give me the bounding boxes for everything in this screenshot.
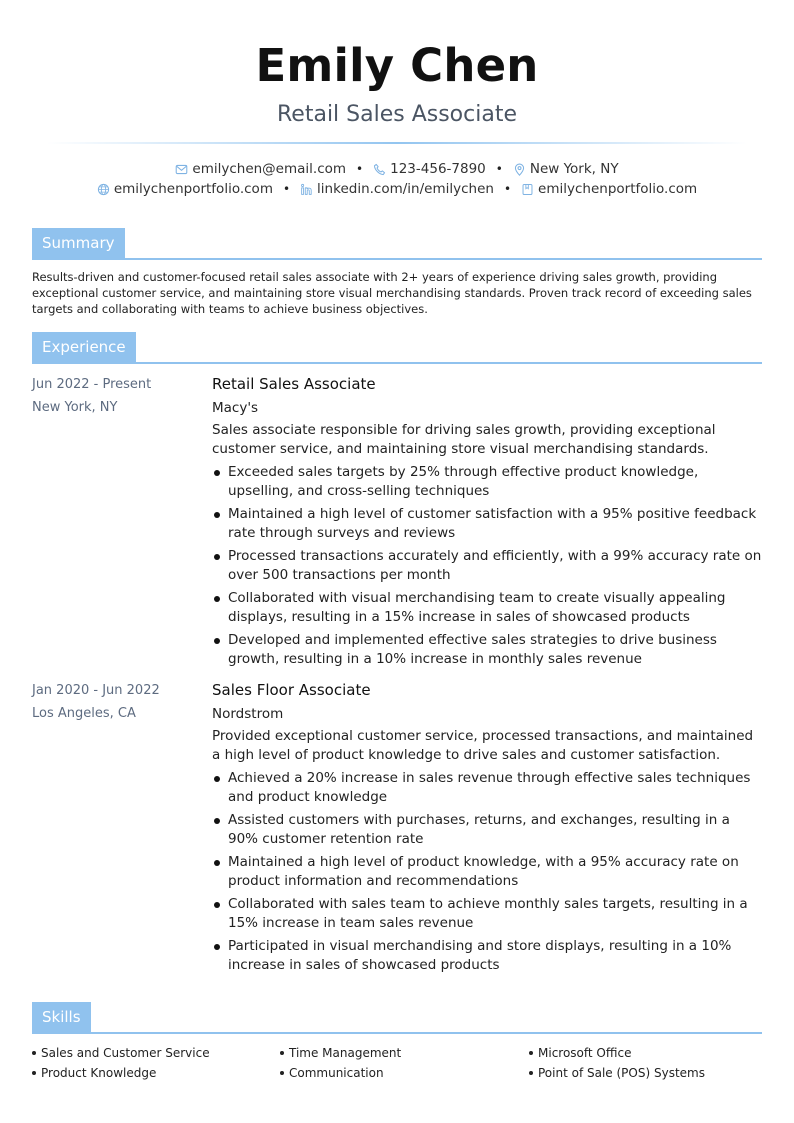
- job-details: [212, 373, 762, 669]
- website-text: emilychenportfolio.com: [113, 181, 273, 197]
- experience-section: [32, 332, 762, 979]
- bullet-text: Assisted customers with purchases, returns, and exchanges, resulting in a 90% customer retention rate: [228, 812, 730, 847]
- bullet-icon: [529, 1071, 533, 1075]
- list-item: [212, 505, 762, 543]
- contact-separator: •: [282, 182, 291, 196]
- job-location: New York, NY: [32, 400, 118, 415]
- contact-email[interactable]: [175, 159, 346, 179]
- bullet-icon: [214, 512, 220, 518]
- bullet-text: Processed transactions accurately and efficiently, with a 99% accuracy rate on over 500 transactions per month: [228, 548, 762, 583]
- skill-item: [529, 1043, 762, 1063]
- summary-section: [32, 228, 762, 317]
- bullet-icon: [214, 470, 220, 476]
- portfolio-text: emilychenportfolio.com: [538, 181, 698, 197]
- location-text: New York, NY: [529, 161, 619, 177]
- bullet-icon: [214, 902, 220, 908]
- job-dates: Jan 2020 - Jun 2022: [32, 683, 160, 698]
- bookmark-icon: [521, 183, 534, 196]
- contact-portfolio[interactable]: [521, 179, 697, 199]
- bullet-text: Participated in visual merchandising and store displays, resulting in a 10% increase in sales of showcased products: [228, 938, 732, 973]
- bullet-icon: [214, 596, 220, 602]
- bullet-icon: [214, 944, 220, 950]
- skill-item: [280, 1063, 529, 1083]
- job-description: Sales associate responsible for driving sales growth, providing exceptional customer service, and maintaining store visual merchandising standards.: [212, 422, 716, 457]
- list-item: [212, 811, 762, 849]
- skills-heading: Skills: [32, 1002, 91, 1032]
- skill-item: [280, 1043, 529, 1063]
- bullet-icon: [214, 638, 220, 644]
- contact-linkedin[interactable]: [300, 179, 494, 199]
- skill-text: Communication: [289, 1066, 384, 1080]
- email-text: emilychen@email.com: [192, 161, 347, 177]
- summary-heading: Summary: [32, 228, 125, 258]
- job-dates: Jun 2022 - Present: [32, 377, 152, 392]
- job-description: Provided exceptional customer service, processed transactions, and maintained a high level of product knowledge to drive sales and customer satisfaction.: [212, 728, 754, 763]
- skills-grid: [32, 1043, 762, 1083]
- contact-location: [513, 159, 619, 179]
- job-location: Los Angeles, CA: [32, 706, 136, 721]
- skill-text: Time Management: [289, 1046, 402, 1060]
- contact-separator: •: [356, 162, 364, 176]
- globe-icon: [97, 183, 110, 196]
- job-entry: [32, 373, 762, 669]
- phone-icon: [373, 163, 386, 176]
- contact-row-secondary: [0, 179, 794, 199]
- bullet-icon: [529, 1051, 533, 1055]
- contact-phone[interactable]: [373, 159, 486, 179]
- skill-item: [32, 1043, 280, 1063]
- skill-text: Point of Sale (POS) Systems: [538, 1066, 705, 1080]
- envelope-icon: [175, 163, 188, 176]
- bullet-text: Maintained a high level of product knowledge, with a 95% accuracy rate on product information and recommendations: [228, 854, 739, 889]
- bullet-icon: [214, 776, 220, 782]
- list-item: [212, 547, 762, 585]
- skill-item: [529, 1063, 762, 1083]
- map-pin-icon: [513, 163, 526, 176]
- bullet-text: Exceeded sales targets by 25% through effective product knowledge, upselling, and cross-selling techniques: [228, 464, 699, 499]
- skills-header: [32, 1002, 762, 1034]
- contact-row-primary: [0, 159, 794, 179]
- job-entry: [32, 679, 762, 975]
- list-item: [212, 895, 762, 933]
- job-title: Retail Sales Associate: [212, 375, 376, 393]
- summary-text: Results-driven and customer-focused retail sales associate with 2+ years of experience driving sales growth, providing exceptional customer service, and maintaining store visual merchandising standards. Proven track record of exceeding sales targets and collaborating with teams to achieve business objectives.: [32, 270, 752, 316]
- list-item: [212, 589, 762, 627]
- bullet-icon: [280, 1071, 284, 1075]
- bullet-icon: [214, 818, 220, 824]
- skill-text: Microsoft Office: [538, 1046, 632, 1060]
- candidate-name: Emily Chen: [255, 39, 539, 92]
- list-item: [212, 937, 762, 975]
- summary-header: [32, 228, 762, 260]
- skills-section: [32, 1002, 762, 1083]
- contact-separator: •: [503, 182, 512, 196]
- job-bullets: [212, 769, 762, 975]
- bullet-icon: [214, 860, 220, 866]
- job-company: Nordstrom: [212, 706, 284, 722]
- experience-heading: Experience: [32, 332, 136, 362]
- job-meta: [32, 373, 207, 419]
- bullet-text: Developed and implemented effective sales strategies to drive business growth, resulting in a 10% increase in monthly sales revenue: [228, 632, 717, 667]
- bullet-icon: [214, 554, 220, 560]
- bullet-text: Achieved a 20% increase in sales revenue through effective sales techniques and product knowledge: [228, 770, 751, 805]
- bullet-text: Collaborated with visual merchandising team to create visually appealing displays, resulting in a 15% increase in sales of showcased products: [228, 590, 726, 625]
- candidate-role: Retail Sales Associate: [277, 102, 517, 127]
- bullet-icon: [280, 1051, 284, 1055]
- job-title: Sales Floor Associate: [212, 681, 371, 699]
- resume-header: [0, 0, 794, 199]
- linkedin-icon: [300, 183, 313, 196]
- job-details: [212, 679, 762, 975]
- job-meta: [32, 679, 207, 725]
- job-company: Macy's: [212, 400, 259, 416]
- experience-header: [32, 332, 762, 364]
- phone-text: 123-456-7890: [390, 161, 486, 177]
- list-item: [212, 769, 762, 807]
- bullet-icon: [32, 1071, 36, 1075]
- bullet-text: Collaborated with sales team to achieve monthly sales targets, resulting in a 15% increase in team sales revenue: [228, 896, 748, 931]
- list-item: [212, 463, 762, 501]
- contact-website[interactable]: [97, 179, 273, 199]
- bullet-icon: [32, 1051, 36, 1055]
- skill-text: Product Knowledge: [41, 1066, 157, 1080]
- skill-text: Sales and Customer Service: [41, 1046, 210, 1060]
- contact-separator: •: [495, 162, 503, 176]
- bullet-text: Maintained a high level of customer satisfaction with a 95% positive feedback rate through surveys and reviews: [228, 506, 757, 541]
- list-item: [212, 853, 762, 891]
- job-bullets: [212, 463, 762, 669]
- linkedin-text: linkedin.com/in/emilychen: [317, 181, 494, 197]
- skill-item: [32, 1063, 280, 1083]
- header-divider: [47, 142, 747, 144]
- list-item: [212, 631, 762, 669]
